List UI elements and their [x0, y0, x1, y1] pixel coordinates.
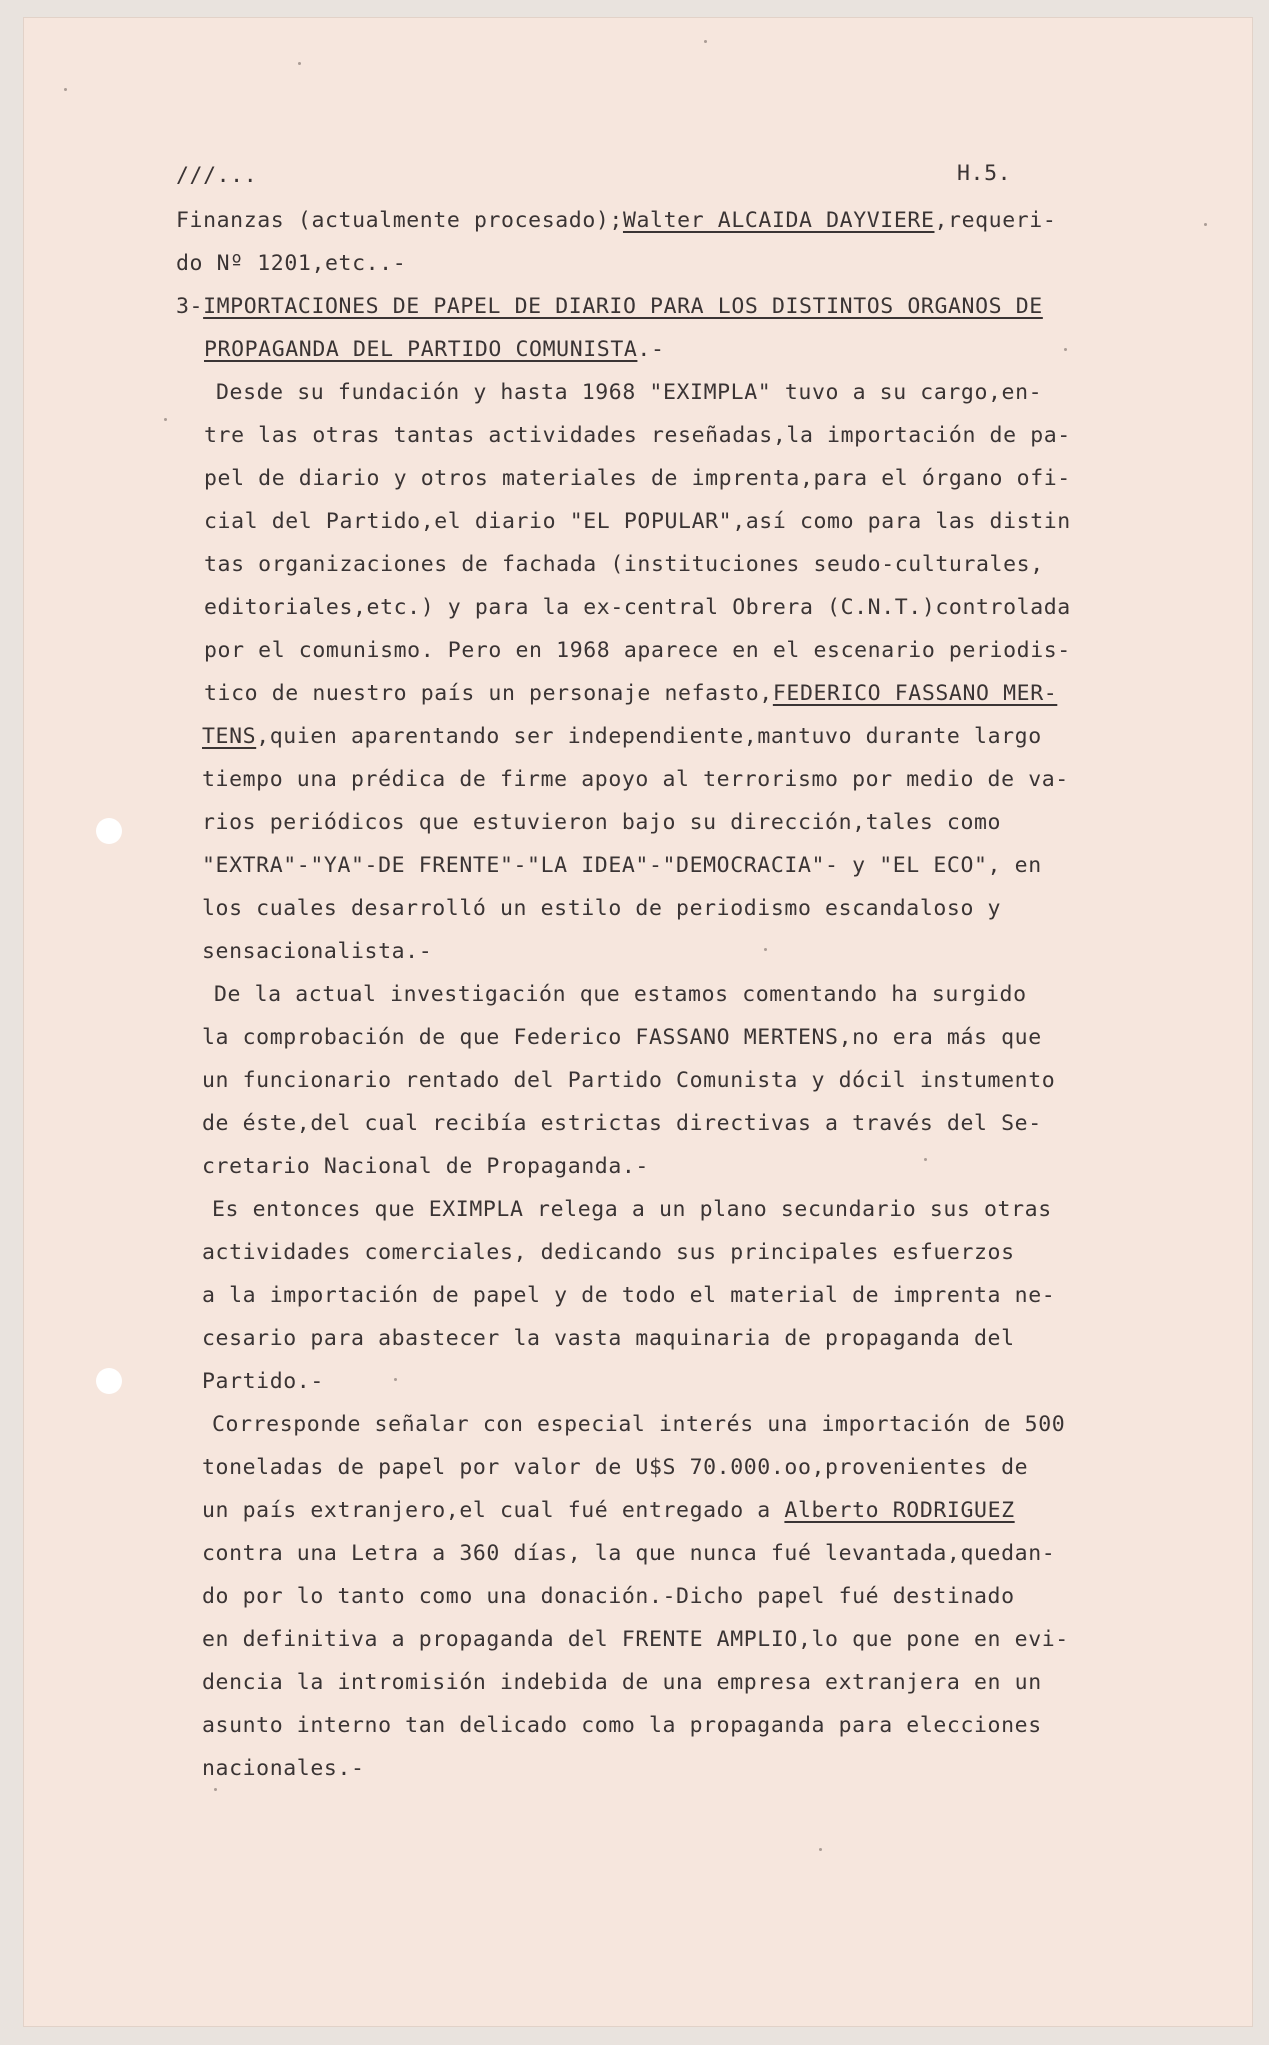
text-fragment: asunto interno tan delicado como la propaganda para elecciones	[202, 1713, 1042, 1738]
text-line	[202, 1240, 1015, 1265]
text-fragment: 3-	[176, 294, 204, 319]
text-fragment: pel de diario y otros materiales de imprenta,para el órgano ofi-	[204, 466, 1071, 491]
text-line	[204, 337, 665, 362]
text-line	[202, 939, 432, 964]
text-fragment: dencia la intromisión indebida de una empresa extranjera en un	[202, 1670, 1042, 1695]
text-line	[214, 982, 1027, 1007]
text-line	[202, 1326, 1015, 1351]
text-line	[204, 552, 1044, 577]
underlined-text: FEDERICO FASSANO MER-	[772, 681, 1058, 706]
text-line	[202, 1025, 1042, 1050]
text-fragment: Partido.-	[202, 1369, 324, 1394]
text-line	[176, 294, 1043, 319]
punch-hole	[96, 1368, 122, 1394]
text-line	[212, 1197, 1052, 1222]
page-number: H.5.	[957, 161, 1012, 186]
text-fragment: en definitiva a propaganda del FRENTE AMPLIO,lo que pone en evi-	[202, 1627, 1069, 1652]
text-line	[202, 810, 1001, 835]
text-line	[202, 1756, 365, 1781]
text-fragment: nacionales.-	[202, 1756, 365, 1781]
text-fragment: ,quien aparentando ser independiente,mantuvo durante largo	[256, 724, 1042, 749]
text-fragment: .-	[637, 337, 665, 362]
underlined-text: PROPAGANDA DEL PARTIDO COMUNISTA	[204, 337, 638, 362]
text-line	[176, 208, 1056, 233]
text-fragment: tiempo una prédica de firme apoyo al terrorismo por medio de va-	[202, 767, 1069, 792]
text-line	[202, 1154, 649, 1179]
text-fragment: tico de nuestro país un personaje nefasto,	[204, 681, 773, 706]
text-fragment: a la importación de papel y de todo el material de imprenta ne-	[202, 1283, 1056, 1308]
text-fragment: los cuales desarrolló un estilo de periodismo escandaloso y	[202, 896, 1002, 921]
text-fragment: por el comunismo. Pero en 1968 aparece en el escenario periodis-	[204, 638, 1071, 663]
underlined-text: Alberto RODRIGUEZ	[784, 1498, 1015, 1523]
underlined-text: Walter ALCAIDA DAYVIERE	[622, 208, 935, 233]
text-line	[202, 853, 1042, 878]
underlined-text: IMPORTACIONES DE PAPEL DE DIARIO PARA LOS DISTINTOS ORGANOS DE	[203, 294, 1043, 319]
text-line	[202, 1713, 1042, 1738]
text-line	[202, 1627, 1069, 1652]
text-fragment: De la actual investigación que estamos comentando ha surgido	[214, 982, 1027, 1007]
text-fragment: do por lo tanto como una donación.-Dicho papel fué destinado	[202, 1584, 1015, 1609]
text-line	[204, 466, 1071, 491]
text-fragment: ,requeri-	[934, 208, 1057, 233]
text-line	[204, 423, 1071, 448]
text-fragment: toneladas de papel por valor de U$S 70.000.oo,provenientes de	[202, 1455, 1029, 1480]
text-fragment: tre las otras tantas actividades reseñadas,la importación de pa-	[204, 423, 1071, 448]
text-line	[202, 724, 1042, 749]
text-fragment: "EXTRA"-"YA"-DE FRENTE"-"LA IDEA"-"DEMOCRACIA"- y "EL ECO", en	[202, 853, 1042, 878]
text-line	[212, 1412, 1065, 1437]
underlined-text: TENS	[202, 724, 257, 749]
document-page	[24, 18, 1252, 2026]
text-line	[204, 681, 1057, 706]
text-fragment: tas organizaciones de fachada (instituciones seudo-culturales,	[204, 552, 1044, 577]
text-fragment: de éste,del cual recibía estrictas directivas a través del Se-	[202, 1111, 1042, 1136]
text-line	[202, 896, 1001, 921]
text-line	[202, 1111, 1042, 1136]
text-fragment: editoriales,etc.) y para la ex-central Obrera (C.N.T.)controlada	[204, 595, 1071, 620]
text-fragment: Desde su fundación y hasta 1968 "EXIMPLA" tuvo a su cargo,en-	[216, 380, 1043, 405]
text-line	[202, 1068, 1055, 1093]
text-fragment: la comprobación de que Federico FASSANO MERTENS,no era más que	[202, 1025, 1042, 1050]
text-fragment: cretario Nacional de Propaganda.-	[202, 1154, 649, 1179]
text-fragment: contra una Letra a 360 días, la que nunca fué levantada,quedan-	[202, 1541, 1056, 1566]
text-line	[202, 1498, 1015, 1523]
text-line	[204, 509, 1071, 534]
text-line	[202, 1584, 1015, 1609]
text-line	[202, 767, 1069, 792]
text-fragment: rios periódicos que estuvieron bajo su dirección,tales como	[202, 810, 1002, 835]
text-line	[202, 1369, 324, 1394]
text-fragment: do Nº 1201,etc..-	[176, 251, 407, 276]
text-line	[216, 380, 1042, 405]
text-fragment: Finanzas (actualmente procesado);	[176, 208, 623, 233]
text-fragment: Es entonces que EXIMPLA relega a un plano secundario sus otras	[212, 1197, 1052, 1222]
text-fragment: un país extranjero,el cual fué entregado a	[202, 1498, 785, 1523]
text-line	[176, 251, 406, 276]
text-fragment: un funcionario rentado del Partido Comunista y dócil instumento	[202, 1068, 1056, 1093]
text-fragment: Corresponde señalar con especial interés una importación de 500	[212, 1412, 1066, 1437]
text-fragment: cesario para abastecer la vasta maquinaria de propaganda del	[202, 1326, 1015, 1351]
punch-hole	[96, 818, 122, 844]
text-fragment: sensacionalista.-	[202, 939, 433, 964]
text-line	[204, 638, 1071, 663]
text-line	[202, 1455, 1028, 1480]
text-fragment: cial del Partido,el diario "EL POPULAR",así como para las distin	[204, 509, 1071, 534]
text-line	[202, 1283, 1055, 1308]
text-fragment: actividades comerciales, dedicando sus principales esfuerzos	[202, 1240, 1015, 1265]
text-line	[202, 1670, 1042, 1695]
text-line	[202, 1541, 1055, 1566]
page-reference-left: ///...	[176, 163, 258, 188]
text-line	[204, 595, 1071, 620]
